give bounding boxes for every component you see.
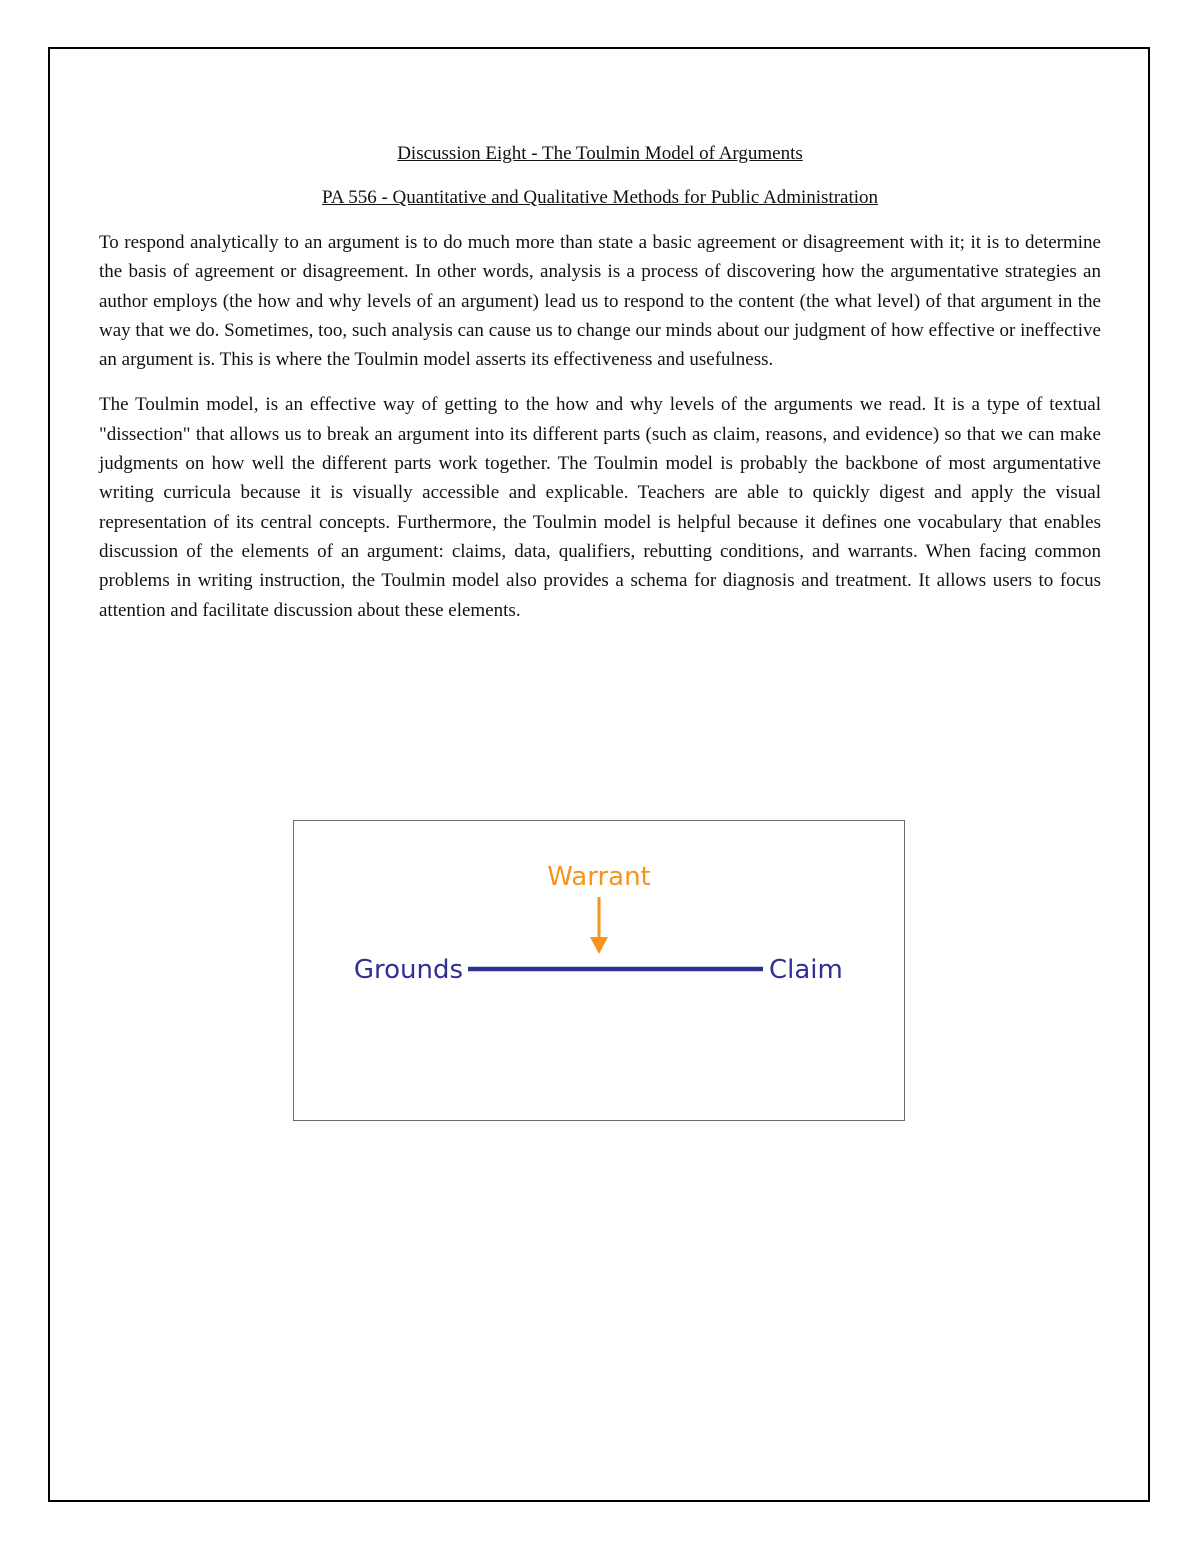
document-subtitle: PA 556 - Quantitative and Qualitative Methods for Public Administration [321, 187, 879, 208]
toulmin-diagram-svg [294, 821, 906, 1122]
document-title: Discussion Eight - The Toulmin Model of Arguments [397, 143, 803, 164]
paragraph-toulmin-model: The Toulmin model, is an effective way of getting to the how and why levels of the arguments we read. It is a type of textual "dissection" that allows us to break an argument into its different parts (such as claim, reasons, and evidence) so that we can make judgments on how well the different parts work together. The Toulmin model is probably the backbone of most argumentative writing curricula because it is visually accessible and explicable. Teachers are able to quickly digest and apply the visual representation of its central concepts. Furthermore, the Toulmin model is helpful because it defines one vocabulary that enables discussion of the elements of an argument: claims, data, qualifiers, rebutting conditions, and warrants. When facing common problems in writing instruction, the Toulmin model also provides a schema for diagnosis and treatment. It allows users to focus attention and facilitate discussion about these elements. [99, 394, 1101, 621]
claim-label: Claim [769, 955, 843, 985]
document-body [99, 140, 1101, 625]
warrant-label: Warrant [547, 862, 651, 892]
paragraph-analysis: To respond analytically to an argument is to do much more than state a basic agreement or disagreement with it; it is to determine the basis of agreement or disagreement. In other words, analysis is a process of discovering how the argumentative strategies an author employs (the how and why levels of an argument) lead us to respond to the content (the what level) of that argument in the way that we do. Sometimes, too, such analysis can cause us to change our minds about our judgment of how effective or ineffective an argument is. This is where the Toulmin model asserts its effectiveness and usefulness. [99, 232, 1101, 371]
warrant-arrow-head [590, 937, 608, 954]
grounds-label: Grounds [353, 955, 463, 985]
toulmin-diagram [293, 820, 905, 1121]
